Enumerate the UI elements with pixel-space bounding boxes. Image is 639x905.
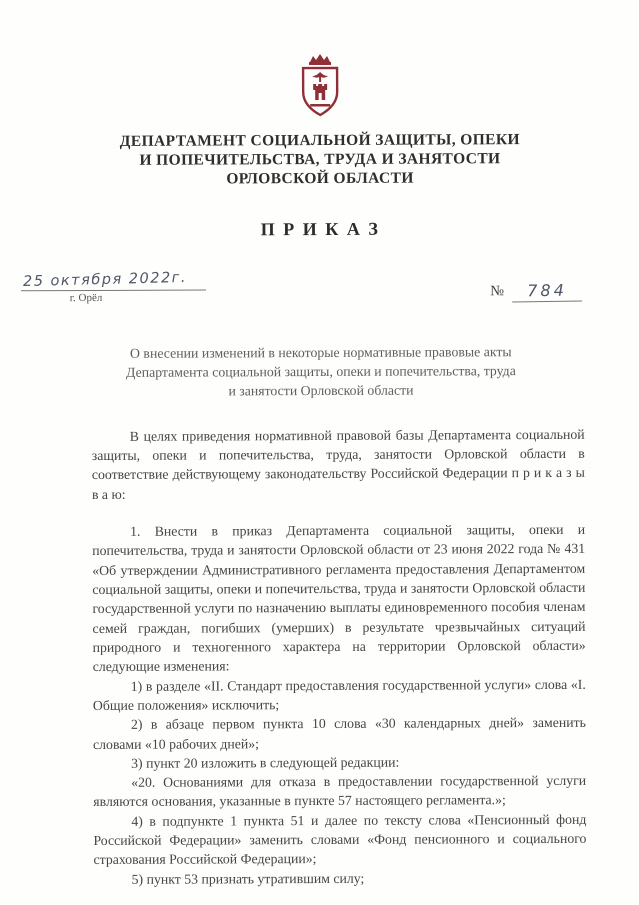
place-label: г. Орёл bbox=[69, 291, 103, 304]
body-paragraph: В целях приведения нормативной правовой базы Департамента социальной защиты, опеки и попечительства, труда, занятости Орловской области в соответствие действующему законодательству Российской Федерации п р и к а з ы в а ю: bbox=[91, 426, 585, 502]
date-block bbox=[21, 270, 206, 304]
subject-line3: и занятости Орловской области bbox=[228, 382, 414, 399]
body-paragraph: 5) пункт 53 признать утратившим силу; bbox=[131, 870, 365, 887]
doc-type-title: П Р И К А З bbox=[260, 218, 380, 239]
coat-of-arms-icon bbox=[289, 52, 351, 118]
number-label: № bbox=[490, 282, 505, 299]
number-block bbox=[490, 281, 582, 302]
body-paragraph: 1. Внести в приказ Департамента социальной защиты, опеки и попечительства, труда и занятости Орловской области от 23 июня 2022 года № 431 «Об утверждении Административного регламента предоставления Департаментом социальной защиты, опеки и попечительства, труда и занятости Орловской области государственной услуги по назначению выплаты единовременного пособия членам семей граждан, погибших (умерших) в результате чрезвычайных ситуаций природного и техногенного характера на территории Орловской области» следующие изменения: bbox=[92, 521, 586, 675]
department-title-line2: И ПОПЕЧИТЕЛЬСТВА, ТРУДА И ЗАНЯТОСТИ bbox=[139, 150, 501, 169]
body-paragraph: 3) пункт 20 изложить в следующей редакции: bbox=[131, 754, 400, 771]
body-paragraph: 4) в подпункте 1 пункта 51 и далее по тексту слова «Пенсионный фонд Российской Федерации» заменить словами «Фонд пенсионного и социального страхования Российской Федерации»; bbox=[93, 811, 587, 868]
handwritten-date: 25 октября 2022г. bbox=[22, 269, 188, 290]
coat-of-arms bbox=[289, 52, 351, 118]
body-paragraph: 2) в абзаце первом пункта 10 слова «30 календарных дней» заменить словами «10 рабочих дней»; bbox=[92, 715, 586, 752]
document-subject bbox=[96, 342, 545, 401]
department-title-line1: ДЕПАРТАМЕНТ СОЦИАЛЬНОЙ ЗАЩИТЫ, ОПЕКИ bbox=[119, 131, 521, 150]
document-body bbox=[92, 425, 587, 889]
body-paragraph: «20. Основаниями для отказа в предоставлении государственной услуги являются основания, указанные в пункте 57 настоящего регламента.»; bbox=[93, 772, 587, 810]
subject-line2: Департамента социальной защиты, опеки и попечительства, труда bbox=[125, 362, 516, 380]
handwritten-number: 784 bbox=[512, 280, 582, 302]
department-title bbox=[40, 131, 599, 190]
department-title-line3: ОРЛОВСКОЙ ОБЛАСТИ bbox=[226, 169, 414, 188]
subject-line1: О внесении изменений в некоторые нормативные правовые акты bbox=[129, 343, 512, 361]
body-paragraph: 1) в разделе «II. Стандарт предоставления государственной услуги» слова «I. Общие положения» исключить; bbox=[92, 676, 586, 713]
meta-row bbox=[21, 269, 582, 304]
